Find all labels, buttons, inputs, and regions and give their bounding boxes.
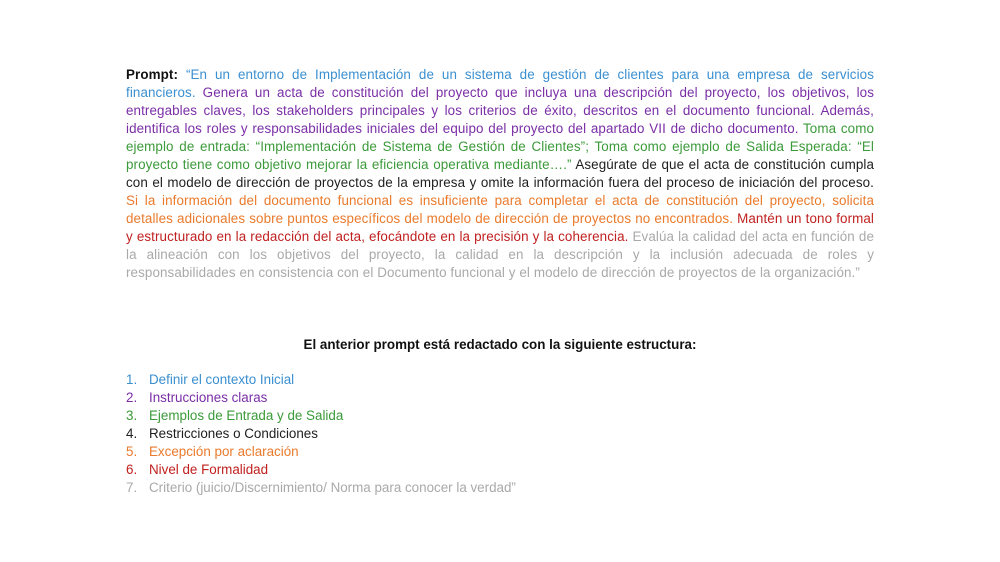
list-item-number: 4. [126,426,138,441]
list-item-label: Criterio (juicio/Discernimiento/ Norma para conocer la verdad” [149,480,516,495]
list-item-label: Definir el contexto Inicial [149,372,295,387]
list-item-number: 7. [126,480,138,495]
structure-heading: El anterior prompt está redactado con la siguiente estructura: [303,337,697,352]
list-item [126,389,516,407]
list-item-number: 5. [126,444,138,459]
prompt-instructions-segment: Genera un acta de constitución del proyecto que incluya una descripción del proyecto, los objetivos, los entregables claves, los stakeholders principales y los criterios de éxito, descritos en el documento funcional. Además, identifica los roles y responsabilidades iniciales del equipo del proyecto del apartado VII de dicho documento. [126,85,874,136]
list-item [126,407,516,425]
list-item-number: 1. [126,372,138,387]
list-item-number: 6. [126,462,138,477]
prompt-examples-segment: Toma como ejemplo de entrada: “Implementación de Sistema de Gestión de Clientes”; Toma como ejemplo de Salida Esperada: “El proyecto tiene como objetivo mejorar la eficiencia operativa mediante….” [126,121,874,172]
list-item [126,425,516,443]
prompt-criterion-segment: Evalúa la calidad del acta en función de la alineación con los objetivos del proyecto, la calidad en la descripción y la inclusión adecuada de roles y responsabilidades en consistencia con el Documento funcional y el modelo de dirección de proyectos de la organización.” [126,229,874,280]
list-item [126,461,516,479]
list-item [126,479,516,497]
prompt-formality-segment: Mantén un tono formal y estructurado en la redacción del acta, efocándote en la precisión y la coherencia. [126,211,875,244]
list-item [126,443,516,461]
prompt-label: Prompt: [126,67,179,82]
list-item-number: 3. [126,408,138,423]
prompt-context-segment: “En un entorno de Implementación de un sistema de gestión de clientes para una empresa de servicios financieros. [126,67,874,100]
list-item-label: Nivel de Formalidad [149,462,269,477]
list-item-label: Restricciones o Condiciones [149,426,318,441]
prompt-exception-segment: Si la información del documento funcional es insuficiente para completar el acta de constitución del proyecto, solicita detalles adicionales sobre puntos específicos del modelo de dirección de proyectos no encontrados. [126,193,874,226]
list-item-number: 2. [126,390,138,405]
prompt-restrictions-segment: Asegúrate de que el acta de constitución cumpla con el modelo de dirección de proyectos de la empresa y omite la información fuera del proceso de iniciación del proceso. [126,157,874,190]
list-item-label: Excepción por aclaración [149,444,299,459]
structure-list [126,371,516,497]
list-item-label: Instrucciones claras [149,390,268,405]
list-item-label: Ejemplos de Entrada y de Salida [149,408,344,423]
prompt-paragraph [126,66,874,282]
list-item [126,371,516,389]
